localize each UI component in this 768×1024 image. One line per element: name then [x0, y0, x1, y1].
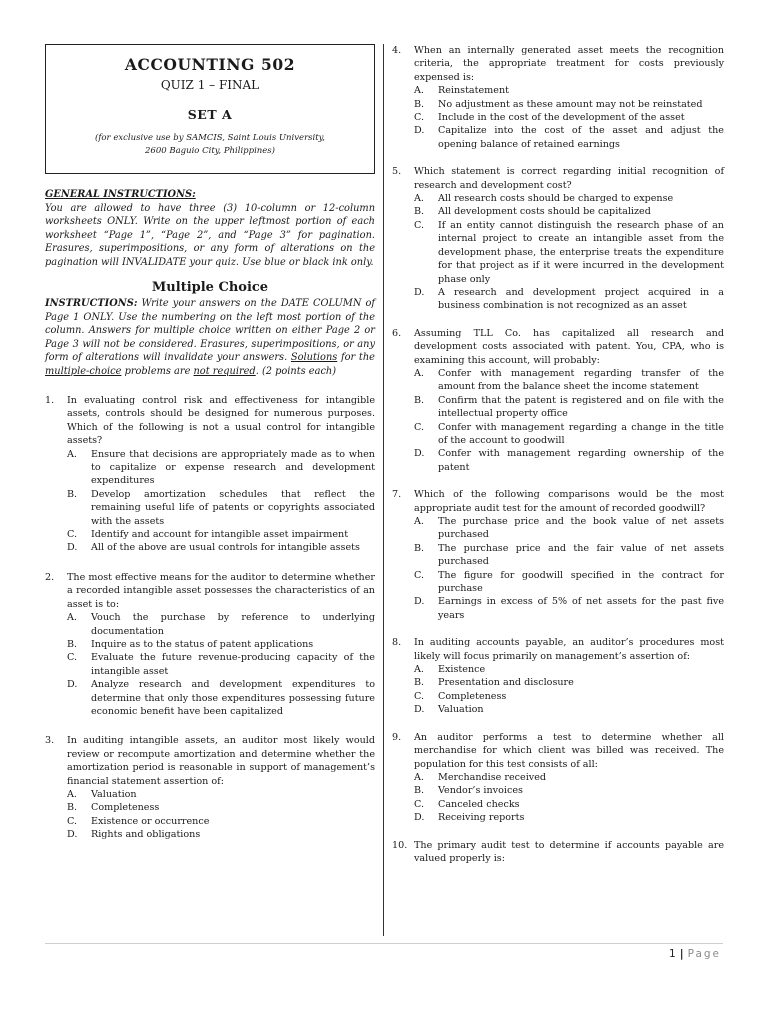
option-letter: D. — [67, 679, 78, 691]
option-text: Existence — [438, 664, 486, 676]
option-letter: B. — [414, 542, 425, 554]
question-2 — [45, 571, 375, 718]
option-letter: B. — [414, 677, 425, 689]
option-text: Confer with management regarding transfer of the amount from the balance sheet the income statement — [438, 367, 724, 393]
option-text: Inquire as to the status of patent applications — [91, 638, 314, 650]
answer-option — [414, 663, 724, 676]
option-text: Capitalize into the cost of the asset and adjust the opening balance of retained earnings — [438, 125, 724, 150]
option-letter: C. — [414, 798, 425, 810]
option-text: Confer with management regarding ownership of the patent — [438, 448, 724, 473]
answer-option — [414, 676, 724, 689]
instructions-problems-are: problems are — [124, 365, 191, 377]
answer-option — [414, 595, 724, 622]
question-text: An auditor performs a test to determine whether all merchandise for which client was billed was received. The population for this test consists of all: — [414, 731, 724, 770]
option-letter: D. — [414, 125, 425, 137]
usage-note-line1: (for exclusive use by SAMCIS, Saint Louis University, — [94, 133, 326, 143]
answer-option — [67, 815, 375, 828]
answer-option — [414, 205, 724, 218]
option-letter: C. — [414, 690, 425, 702]
answer-option — [414, 394, 724, 421]
answer-option — [414, 703, 724, 716]
question-1 — [45, 394, 375, 555]
question-number: 1. — [45, 395, 55, 406]
questions-right — [392, 44, 724, 865]
option-text: All development costs should be capitalized — [438, 206, 651, 218]
general-instructions-text: You are allowed to have three (3) 10-column or 12-column worksheets ONLY. Write on the upper leftmost portion of each worksheet “Page 1”, “Page 2”, and “Page 3” for pagination. Erasures, superimpositions, or any form of alterations on the pagination will INVALIDATE your quiz. Use blue or black ink only. — [45, 202, 375, 268]
answer-option — [414, 421, 724, 448]
instructions-heading: INSTRUCTIONS: — [45, 298, 138, 309]
option-text: Confer with management regarding a change in the title of the account to goodwill — [438, 421, 724, 446]
question-text: Which of the following comparisons would be the most appropriate audit test for the amount of recorded goodwill? — [414, 489, 724, 514]
question-text: Which statement is correct regarding initial recognition of research and development cost? — [414, 166, 724, 191]
answer-option — [67, 611, 375, 638]
question-text: In auditing intangible assets, an auditor most likely would review or recompute amortization and determine whether the amortization period is reasonable in support of management’s financial statement assertion of: — [67, 735, 375, 787]
option-text: Develop amortization schedules that reflect the remaining useful life of patents or copyrights associated with the assets — [91, 488, 375, 527]
answer-option — [414, 98, 724, 111]
option-letter: A. — [67, 788, 77, 800]
left-column — [45, 44, 375, 842]
option-letter: D. — [414, 286, 425, 298]
option-letter: B. — [67, 802, 78, 814]
answer-option — [414, 811, 724, 824]
question-text: In evaluating control risk and effectiveness for intangible assets, controls should be designed for numerous purposes. Which of the following is not a usual control for intangible assets? — [67, 395, 375, 447]
option-text: All research costs should be charged to expense — [438, 193, 674, 205]
option-text: Valuation — [438, 704, 484, 716]
answer-option — [67, 788, 375, 801]
option-text: Identify and account for intangible asset impairment — [91, 529, 349, 541]
usage-note — [46, 132, 374, 158]
answer-option — [414, 111, 724, 124]
question-number: 9. — [392, 731, 402, 743]
question-4 — [392, 44, 724, 151]
question-stem — [45, 394, 375, 448]
question-stem — [392, 839, 724, 866]
question-stem — [392, 488, 724, 515]
instructions-for-the: for the — [341, 352, 375, 363]
question-number: 5. — [392, 166, 402, 178]
question-8 — [392, 636, 724, 716]
option-text: Merchandise received — [438, 771, 547, 783]
option-letter: C. — [414, 219, 425, 231]
question-stem — [392, 44, 724, 84]
option-text: Completeness — [91, 802, 160, 814]
right-column — [392, 44, 724, 865]
question-number: 6. — [392, 327, 402, 339]
multiple-choice-instructions — [45, 297, 375, 378]
answer-option — [414, 542, 724, 569]
option-text: If an entity cannot distinguish the research phase of an internal project to create an intangible asset from the development phase, the enterprise treats the expenditure for that project as if it were incurred in the development phase only — [438, 219, 724, 285]
option-text: No adjustment as these amount may not be reinstated — [438, 98, 703, 110]
footer-rule — [45, 943, 723, 944]
question-number: 4. — [392, 45, 402, 56]
option-letter: C. — [67, 529, 78, 541]
question-text: The most effective means for the auditor to determine whether a recorded intangible asset possesses the characteristics of an asset is to: — [67, 571, 375, 610]
option-text: Vouch the purchase by reference to underlying documentation — [91, 612, 375, 637]
answer-option — [67, 488, 375, 528]
option-letter: D. — [414, 448, 425, 460]
answer-option — [414, 798, 724, 811]
option-letter: B. — [414, 394, 425, 406]
question-stem — [392, 731, 724, 771]
answer-option — [414, 192, 724, 205]
option-text: The purchase price and the book value of net assets purchased — [438, 516, 724, 541]
title-box — [45, 44, 375, 174]
set-label: SET A — [187, 107, 233, 122]
option-letter: A. — [67, 448, 77, 460]
course-title: ACCOUNTING 502 — [124, 55, 296, 74]
answer-option — [414, 84, 724, 97]
option-letter: D. — [414, 704, 425, 716]
usage-note-line2: 2600 Baguio City, Philippines) — [145, 146, 275, 156]
question-stem — [392, 636, 724, 663]
question-stem — [45, 571, 375, 611]
option-text: Evaluate the future revenue-producing capacity of the intangible asset — [91, 652, 375, 677]
option-letter: A. — [67, 612, 77, 624]
answer-option — [414, 784, 724, 797]
option-text: All of the above are usual controls for intangible assets — [91, 542, 360, 554]
question-text: The primary audit test to determine if accounts payable are valued properly is: — [414, 839, 724, 864]
points-note: . (2 points each) — [255, 365, 337, 377]
answer-option — [414, 286, 724, 313]
option-text: Existence or occurrence — [91, 815, 210, 827]
option-text: Earnings in excess of 5% of net assets for the past five years — [438, 596, 724, 621]
option-text: The figure for goodwill specified in the contract for purchase — [438, 569, 724, 595]
general-instructions — [45, 188, 375, 269]
option-letter: C. — [67, 652, 78, 664]
option-letter: B. — [67, 638, 78, 650]
question-10 — [392, 839, 724, 866]
option-letter: C. — [414, 421, 425, 433]
option-text: Valuation — [91, 788, 137, 800]
option-letter: A. — [414, 367, 424, 379]
option-text: Presentation and disclosure — [438, 677, 574, 689]
section-title-multiple-choice: Multiple Choice — [151, 280, 269, 295]
option-letter: D. — [67, 542, 78, 554]
option-text: Analyze research and development expenditures to determine that only those expenditures possessing future economic benefit have been capitalized — [91, 679, 375, 717]
option-text: Rights and obligations — [91, 829, 201, 841]
instructions-text: Write your answers on the DATE COLUMN of Page 1 ONLY. Use the numbering on the left most portion of the column. Answers for multiple choice written on either Page 2 or Page 3 will not be considered. Erasures, superimpositions, or any form of alterations will invalidate your answers. — [45, 298, 375, 363]
option-letter: A. — [414, 664, 424, 676]
option-letter: D. — [67, 829, 78, 841]
option-letter: C. — [414, 112, 425, 124]
not-required-word: not required — [193, 365, 256, 377]
answer-option — [414, 690, 724, 703]
answer-option — [67, 448, 375, 488]
question-6 — [392, 327, 724, 474]
option-letter: B. — [67, 488, 78, 500]
solutions-word: Solutions — [290, 352, 338, 363]
option-text: A research and development project acquired in a business combination is not recognized as an asset — [438, 286, 724, 312]
answer-option — [67, 638, 375, 651]
question-text: In auditing accounts payable, an auditor’s procedures most likely will focus primarily on management’s assertion of: — [414, 637, 724, 662]
option-letter: D. — [414, 596, 425, 608]
question-stem — [392, 327, 724, 367]
answer-option — [414, 219, 724, 286]
question-7 — [392, 488, 724, 622]
page-footer — [669, 948, 721, 960]
option-letter: A. — [414, 516, 424, 527]
multiple-choice-word: multiple-choice — [45, 365, 122, 377]
option-text: Canceled checks — [438, 798, 520, 810]
answer-option — [67, 651, 375, 678]
question-3 — [45, 734, 375, 841]
answer-option — [67, 541, 375, 554]
answer-option — [67, 801, 375, 814]
answer-option — [67, 528, 375, 541]
option-letter: C. — [67, 815, 78, 827]
answer-option — [414, 447, 724, 474]
option-text: Completeness — [438, 690, 507, 702]
quiz-title: QUIZ 1 – FINAL — [160, 78, 260, 92]
option-letter: A. — [414, 771, 424, 783]
question-number: 2. — [45, 571, 55, 583]
question-number: 10. — [392, 839, 408, 851]
page-label: Page — [687, 948, 721, 960]
option-text: Include in the cost of the development of the asset — [438, 112, 685, 124]
question-number: 3. — [45, 735, 55, 747]
questions-left — [45, 394, 375, 842]
option-letter: A. — [414, 193, 424, 205]
question-text: When an internally generated asset meets the recognition criteria, the appropriate treatment for costs previously expensed is: — [414, 45, 724, 83]
answer-option — [67, 828, 375, 841]
question-9 — [392, 731, 724, 825]
answer-option — [414, 124, 724, 151]
answer-option — [414, 569, 724, 596]
option-letter: B. — [414, 206, 425, 218]
page-number: 1 — [669, 948, 676, 960]
general-instructions-heading: GENERAL INSTRUCTIONS: — [45, 189, 196, 200]
option-letter: A. — [414, 85, 424, 97]
option-letter: B. — [414, 98, 425, 110]
option-text: Ensure that decisions are appropriately made as to when to capitalize or expense research and development expenditures — [91, 448, 375, 487]
option-text: The purchase price and the fair value of net assets purchased — [438, 542, 724, 568]
question-5 — [392, 165, 724, 312]
question-number: 8. — [392, 637, 402, 649]
answer-option — [414, 367, 724, 394]
option-letter: C. — [414, 569, 425, 581]
option-text: Receiving reports — [438, 812, 525, 824]
question-text: Assuming TLL Co. has capitalized all research and development costs associated with patent. You, CPA, who is examining this account, will probably: — [414, 327, 724, 366]
option-letter: D. — [414, 812, 425, 824]
question-number: 7. — [392, 489, 402, 501]
footer-separator: | — [679, 948, 684, 960]
option-text: Confirm that the patent is registered and on file with the intellectual property office — [438, 394, 724, 420]
question-stem — [392, 165, 724, 192]
column-divider — [383, 44, 384, 936]
option-letter: B. — [414, 785, 425, 797]
option-text: Reinstatement — [438, 85, 509, 97]
answer-option — [67, 678, 375, 718]
option-text: Vendor’s invoices — [438, 785, 523, 797]
question-stem — [45, 734, 375, 788]
answer-option — [414, 515, 724, 542]
answer-option — [414, 771, 724, 784]
